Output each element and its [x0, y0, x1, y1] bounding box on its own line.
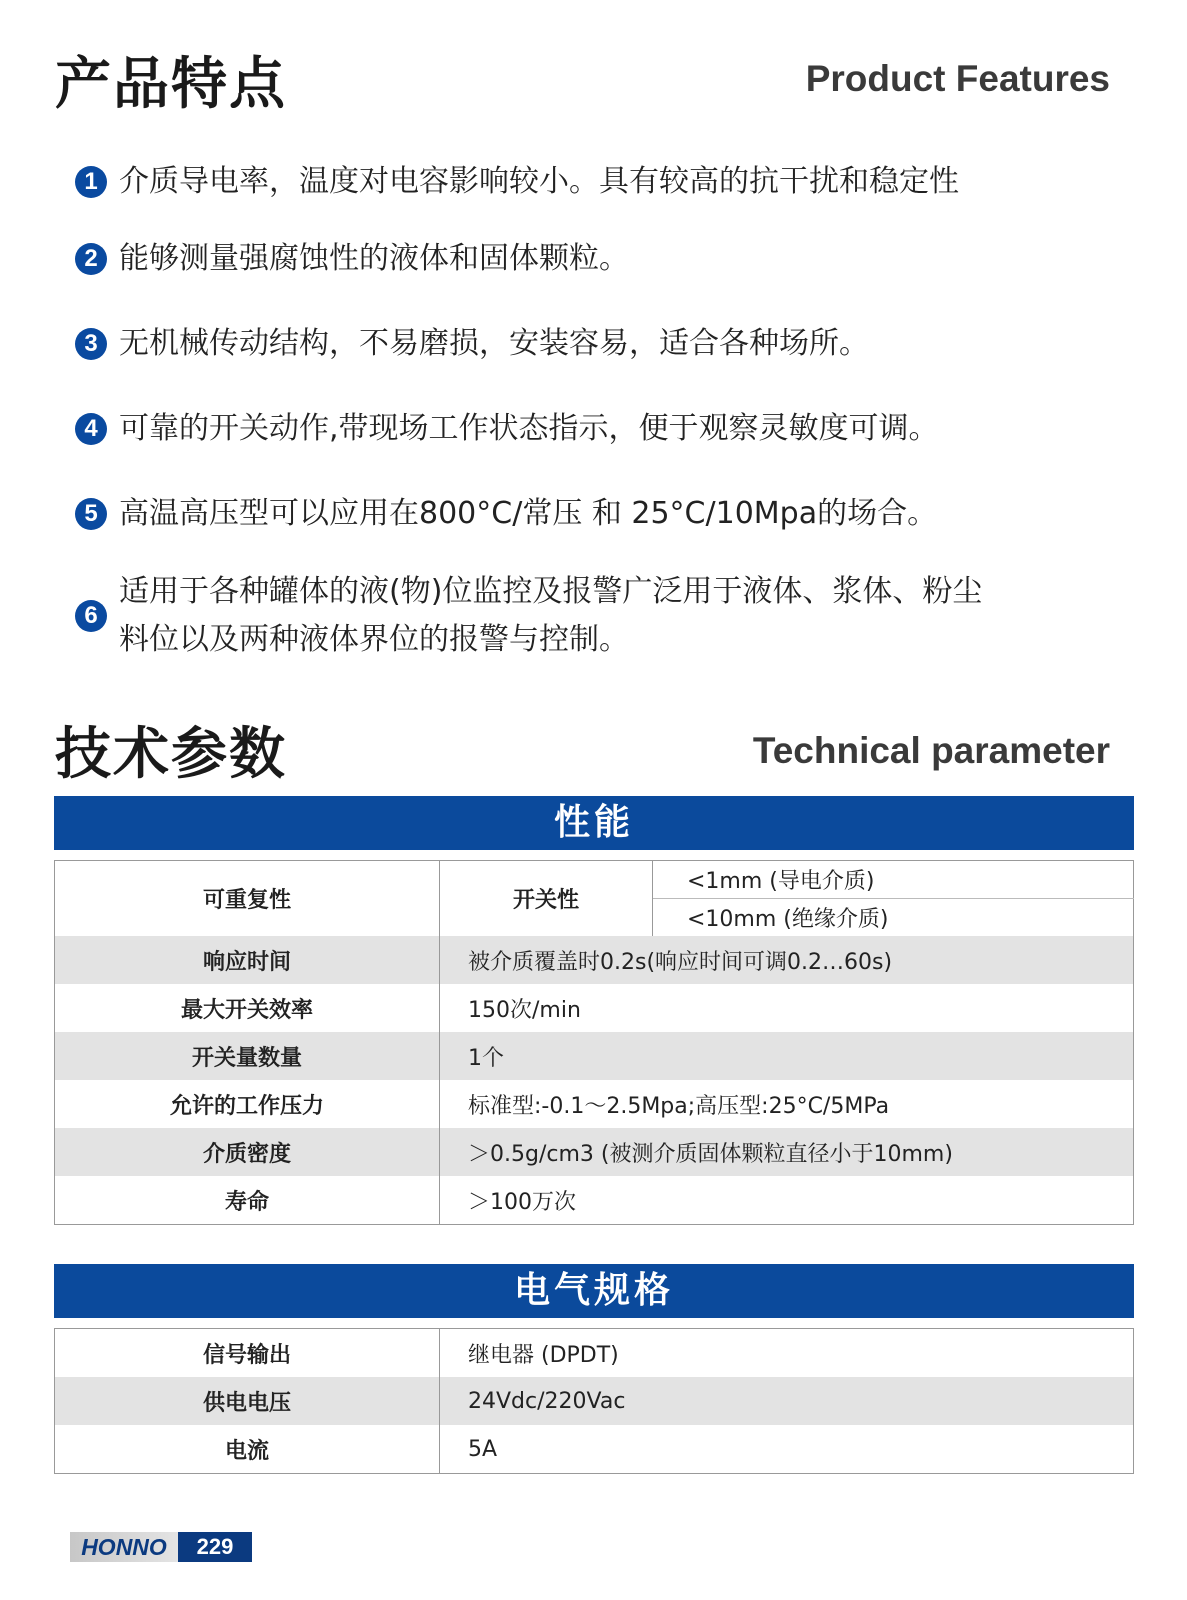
table-label: 电流 — [55, 1425, 440, 1474]
number-badge: 5 — [75, 498, 107, 530]
table-value: <1mm (导电介质) — [653, 861, 1134, 899]
feature-item-3 — [75, 320, 1065, 368]
feature-text: 高温高压型可以应用在800°C/常压 和 25°C/10Mpa的场合。 — [119, 496, 938, 531]
table-value: 标准型:-0.1～2.5Mpa;高压型:25°C/5MPa — [468, 1093, 890, 1119]
table-value: ＞0.5g/cm3 (被测介质固体颗粒直径小于10mm) — [440, 1128, 1134, 1176]
electrical-table — [54, 1328, 1134, 1474]
number-badge: 3 — [75, 328, 107, 360]
table-sublabel: 开关性 — [440, 861, 653, 937]
number-badge: 2 — [75, 243, 107, 275]
table-value: ＞100万次 — [468, 1189, 576, 1215]
table-label: 允许的工作压力 — [55, 1080, 440, 1128]
table-row — [55, 984, 1134, 1032]
feature-text: 能够测量强腐蚀性的液体和固体颗粒。 — [119, 241, 629, 276]
table-row — [55, 1128, 1134, 1176]
performance-table — [54, 860, 1134, 1225]
tech-title-en: Technical parameter — [752, 730, 1110, 771]
table-value: 1个 — [440, 1032, 1134, 1080]
table-value: 5A — [468, 1436, 498, 1462]
table-row — [55, 1425, 1134, 1474]
table-row — [55, 936, 1134, 984]
table-label: 响应时间 — [55, 936, 440, 984]
table-row — [55, 1377, 1134, 1425]
table-value: 24Vdc/220Vac — [440, 1377, 1134, 1425]
table-label: 寿命 — [55, 1176, 440, 1225]
number-badge: 4 — [75, 413, 107, 445]
brand-logo: HONNO — [70, 1532, 178, 1562]
table-label: 可重复性 — [55, 861, 440, 937]
feature-text-line: 适用于各种罐体的液(物)位监控及报警广泛用于液体、浆体、粉尘 — [119, 574, 983, 609]
feature-item-4 — [75, 405, 1065, 453]
feature-item-5 — [75, 490, 1065, 538]
features-title: 产品特点 — [55, 52, 287, 117]
feature-text: 无机械传动结构，不易磨损，安装容易，适合各种场所。 — [119, 326, 869, 361]
table-row — [55, 1329, 1134, 1378]
table-row — [55, 861, 1134, 899]
table-row — [55, 1032, 1134, 1080]
performance-band: 性能 — [54, 796, 1134, 850]
feature-text-line: 料位以及两种液体界位的报警与控制。 — [119, 622, 629, 657]
table-row — [55, 1080, 1134, 1128]
page-number: 229 — [178, 1532, 252, 1562]
table-label: 开关量数量 — [55, 1032, 440, 1080]
feature-item-2 — [75, 235, 1065, 283]
table-label: 信号输出 — [55, 1329, 440, 1378]
feature-text: 介质导电率，温度对电容影响较小。具有较高的抗干扰和稳定性 — [119, 164, 959, 199]
tech-title: 技术参数 — [55, 722, 287, 787]
feature-item-6 — [75, 568, 1065, 664]
table-label: 最大开关效率 — [55, 984, 440, 1032]
table-label: 供电电压 — [55, 1377, 440, 1425]
table-value: <10mm (绝缘介质) — [687, 907, 889, 932]
number-badge: 1 — [75, 166, 107, 198]
feature-item-1 — [75, 158, 1065, 206]
electrical-band: 电气规格 — [54, 1264, 1134, 1318]
table-value: 被介质覆盖时0.2s(响应时间可调0.2…60s) — [440, 936, 1134, 984]
feature-text: 可靠的开关动作,带现场工作状态指示，便于观察灵敏度可调。 — [119, 411, 939, 446]
number-badge: 6 — [75, 600, 107, 632]
table-value: 150次/min — [468, 997, 581, 1023]
table-label: 介质密度 — [55, 1128, 440, 1176]
feature-text — [119, 568, 982, 664]
table-value: 继电器 (DPDT) — [468, 1342, 619, 1368]
table-row — [55, 1176, 1134, 1225]
features-title-en: Product Features — [805, 58, 1110, 99]
